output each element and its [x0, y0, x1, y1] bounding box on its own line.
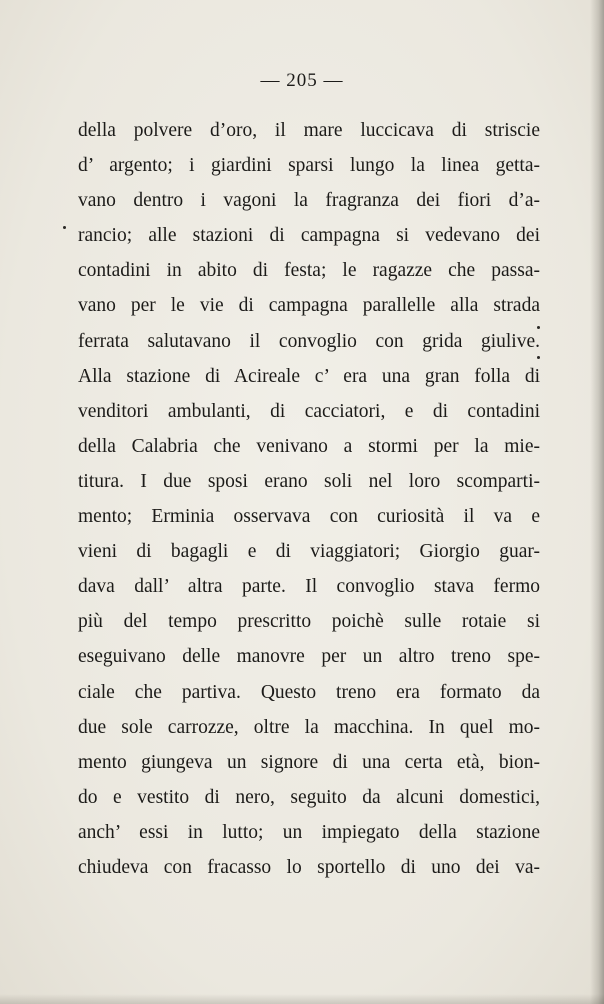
text-line: più del tempo prescritto poichè sulle rotaie si — [78, 611, 540, 633]
text-line: vieni di bagagli e di viaggiatori; Giorgio guar- — [78, 541, 540, 563]
print-speck — [63, 226, 66, 229]
text-line: mento giungeva un signore di una certa età, bion- — [78, 751, 540, 773]
text-line: d’ argento; i giardini sparsi lungo la linea getta- — [78, 155, 540, 177]
text-line: ferrata salutavano il convoglio con grida giulive. — [78, 330, 540, 352]
page-number: — 205 — — [260, 70, 344, 91]
text-line: dava dall’ altra parte. Il convoglio stava fermo — [78, 576, 540, 598]
text-line: Alla stazione di Acireale c’ era una gran folla di — [78, 365, 540, 387]
text-line: mento; Erminia osservava con curiosità il va e — [78, 506, 540, 528]
text-line: chiudeva con fracasso lo sportello di uno dei va- — [78, 856, 540, 878]
text-line: rancio; alle stazioni di campagna si vedevano dei — [78, 225, 540, 247]
text-line: contadini in abito di festa; le ragazze che passa- — [78, 260, 540, 282]
text-line: titura. I due sposi erano soli nel loro scomparti- — [78, 470, 540, 492]
text-line: vano per le vie di campagna parallelle alla strada — [78, 295, 540, 317]
text-line: due sole carrozze, oltre la macchina. In quel mo- — [78, 716, 540, 738]
text-line: anch’ essi in lutto; un impiegato della stazione — [78, 821, 540, 843]
text-line: venditori ambulanti, di cacciatori, e di contadini — [78, 400, 540, 422]
text-line: eseguivano delle manovre per un altro treno spe- — [78, 646, 540, 668]
text-line: della polvere d’oro, il mare luccicava di striscie — [78, 120, 540, 141]
page-edge-shadow-right — [590, 0, 604, 1004]
text-line: do e vestito di nero, seguito da alcuni domestici, — [78, 786, 540, 808]
page-edge-shadow-bottom — [0, 994, 604, 1004]
text-line: ciale che partiva. Questo treno era formato da — [78, 681, 540, 703]
text-line: vano dentro i vagoni la fragranza dei fiori d’a- — [78, 190, 540, 212]
text-line: della Calabria che venivano a stormi per la mie- — [78, 435, 540, 457]
body-text — [78, 113, 540, 885]
